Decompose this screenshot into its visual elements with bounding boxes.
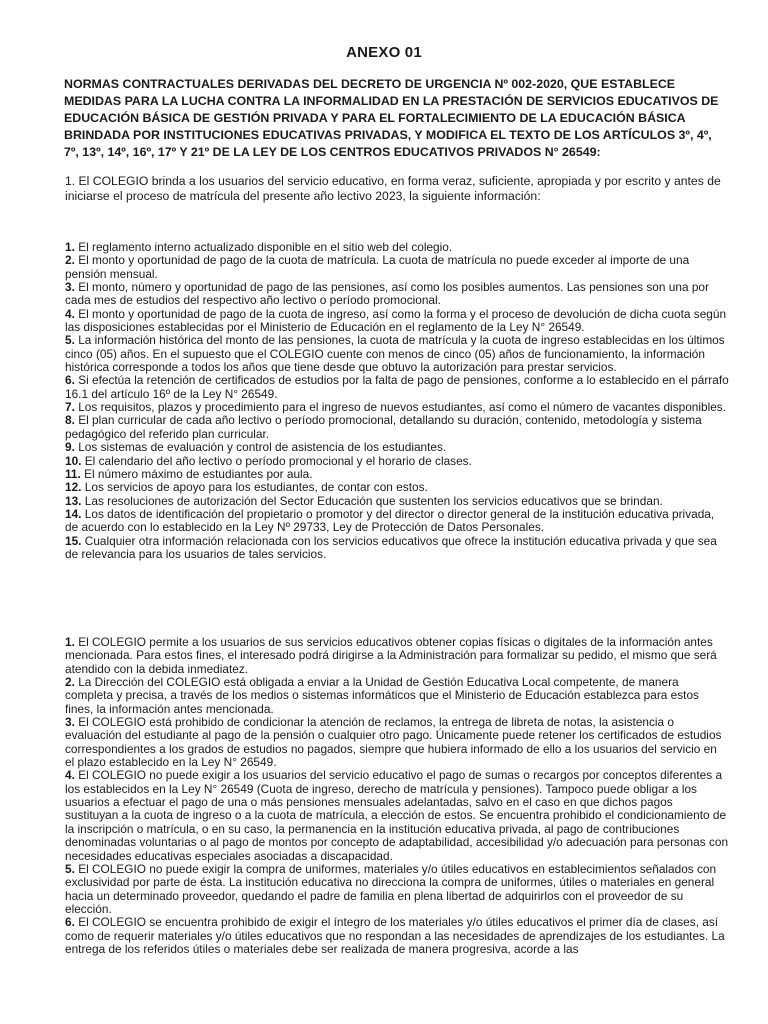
list-item-text: El monto y oportunidad de pago de la cuota de matrícula. La cuota de matrícula no puede exceder al importe de una pensión mensual. — [65, 253, 690, 281]
list-item-number: 8. — [65, 413, 75, 428]
list-item-number: 13. — [65, 493, 82, 508]
list-item-text: El reglamento interno actualizado disponible en el sitio web del colegio. — [78, 240, 453, 254]
list-item-text: Las resoluciones de autorización del Sector Educación que sustenten los servicios educativos que se brindan. — [84, 493, 663, 508]
list-item — [65, 916, 729, 956]
list-item-number: 3. — [65, 280, 75, 295]
list-item — [65, 455, 729, 468]
document-heading: NORMAS CONTRACTUALES DERIVADAS DEL DECRETO DE URGENCIA Nº 002-2020, QUE ESTABLECE MEDIDAS PARA LA LUCHA CONTRA LA INFORMALIDAD EN LA PRESTACIÓN DE SERVICIOS EDUCATIVOS DE EDUCACIÓN BÁSICA DE GESTIÓN PRIVADA Y PARA EL FORTALECIMIENTO DE LA EDUCACIÓN BÁSICA BRINDADA POR INSTITUCIONES EDUCATIVAS PRIVADAS, Y MODIFICA EL TEXTO DE LOS ARTÍCULOS 3º, 4º, 7º, 13º, 14º, 16º, 17º Y 21º DE LA LEY DE LOS CENTROS EDUCATIVOS PRIVADOS N° 26549: — [64, 77, 719, 159]
rules-list — [65, 636, 729, 956]
list-item-text: El COLEGIO no puede exigir a los usuarios del servicio educativo el pago de sumas o recargos por conceptos diferentes a los establecidos en la Ley N° 26549 (Cuota de ingreso, derecho de matrícula y pensiones). Tampoco puede obligar a los usuarios a efectuar el pago de una o más pensiones mensuales adelantadas, salvo en el caso en que dichos pagos sustituyan a la cuota de ingreso o a la cuota de matrícula, a elección de estos. Se encuentra prohibido el condicionamiento de la inscripción o matrícula, o en su caso, la permanencia en la institución educativa privada, al pago de contribuciones denominadas voluntarias o al pago de montos por concepto de adaptabilidad, accesibilidad y/o adecuación para personas con necesidades educativas especiales asociadas a discapacidad. — [65, 768, 729, 863]
list-item-number: 4. — [65, 306, 75, 321]
list-item-number: 9. — [65, 440, 75, 455]
list-item — [65, 374, 729, 401]
page-title: ANEXO 01 — [346, 44, 422, 61]
list-item-text: Cualquier otra información relacionada con los servicios educativos que ofrece la institución educativa privada y que sea de relevancia para los usuarios de tales servicios. — [65, 533, 717, 561]
list-item — [65, 863, 729, 916]
list-item-text: Los datos de identificación del propietario o promotor y del director o director general de la institución educativa privada, de acuerdo con lo establecido en la Ley Nº 29733, Ley de Protección de Datos Personales. — [65, 506, 715, 535]
list-item-number: 1. — [65, 240, 75, 254]
list-item — [65, 636, 729, 676]
list-item — [65, 241, 729, 254]
list-item-number: 15. — [65, 533, 82, 548]
list-item-text: El COLEGIO se encuentra prohibido de exigir el íntegro de los materiales y/o útiles educativos el primer día de clases, así como de requerir materiales y/o útiles educativos que no respondan a las necesidades de aprendizajes de los estudiantes. La entrega de los referidos útiles o materiales debe ser realizada de manera progresiva, acorde a las — [65, 915, 725, 956]
list-item-text: El calendario del año lectivo o período promocional y el horario de clases. — [84, 453, 472, 468]
list-item — [65, 769, 729, 862]
list-item-text: El plan curricular de cada año lectivo o período promocional, detallando su duración, contenido, metodología y sistema pedagógico del referido plan curricular. — [65, 413, 702, 441]
list-item-number: 7. — [65, 400, 75, 415]
list-item-number: 2. — [65, 253, 75, 268]
list-item-number: 2. — [65, 675, 75, 690]
list-item-number: 1. — [65, 635, 75, 649]
list-item — [65, 495, 729, 508]
list-item-text: Los requisitos, plazos y procedimiento para el ingreso de nuevos estudiantes, así como el número de vacantes disponibles. — [78, 400, 727, 415]
list-item — [65, 281, 729, 308]
list-item-text: Si efectúa la retención de certificados de estudios por la falta de pago de pensiones, conforme a lo establecido en el párrafo 16.1 del artículo 16º de la Ley N° 26549. — [65, 373, 729, 401]
list-item-number: 6. — [65, 373, 75, 388]
list-item-text: El número máximo de estudiantes por aula. — [84, 466, 313, 481]
list-item-text: El COLEGIO no puede exigir la compra de uniformes, materiales y/o útiles educativos en establecimientos señalados con exclusividad por parte de ésta. La institución educativa no direcciona la compra de uniformes, útiles o materiales en general hacia un determinado proveedor, quedando el padre de familia en plena libertad de adquirirlos con el proveedor de su elección. — [65, 861, 717, 916]
list-item — [65, 414, 729, 441]
information-list — [65, 241, 729, 561]
list-item — [65, 441, 729, 454]
list-item-number: 12. — [65, 480, 82, 495]
list-item — [65, 481, 729, 494]
list-item-text: La Dirección del COLEGIO está obligada a enviar a la Unidad de Gestión Educativa Local competente, de manera completa y precisa, a través de los medios o sistemas informáticos que el Ministerio de Educación establezca para estos fines, la información antes mencionada. — [65, 675, 699, 716]
list-item-text: El COLEGIO está prohibido de condicionar la atención de reclamos, la entrega de libreta de notas, la asistencia o evaluación del estudiante al pago de la pensión o cualquier otro pago. Únicamente puede retener los certificados de estudios correspondientes a los grados de estudios no pagados, siempre que hubiera informado de ello a los usuarios del servicio en el plazo establecido en la Ley N° 26549. — [65, 715, 722, 770]
list-item-number: 3. — [65, 715, 75, 730]
list-item-number: 4. — [65, 768, 75, 783]
list-item-number: 10. — [65, 453, 82, 468]
intro-paragraph: 1. El COLEGIO brinda a los usuarios del servicio educativo, en forma veraz, suficiente, apropiada y por escrito y antes de iniciarse el proceso de matrícula del presente año lectivo 2023, la siguiente información: — [65, 174, 721, 203]
list-item-number: 5. — [65, 861, 75, 876]
list-item — [65, 676, 729, 716]
list-item-text: La información histórica del monto de las pensiones, la cuota de matrícula y la cuota de ingreso establecidas en los últimos cinco (05) años. En el supuesto que el COLEGIO cuente con menos de cinco (05) años de funcionamiento, la información histórica corresponde a todos los años que tiene desde que obtuvo la autorización para prestar servicios. — [65, 333, 725, 375]
list-item-number: 5. — [65, 333, 75, 348]
list-item — [65, 508, 729, 535]
list-item-number: 14. — [65, 506, 82, 521]
list-item-text: El monto, número y oportunidad de pago de las pensiones, así como los posibles aumentos. Las pensiones son una por cada mes de estudios del respectivo año lectivo o período promocional. — [65, 280, 709, 308]
list-item — [65, 468, 729, 481]
list-item-text: Los sistemas de evaluación y control de asistencia de los estudiantes. — [78, 440, 447, 455]
list-item — [65, 334, 729, 374]
list-item-number: 11. — [65, 466, 81, 481]
list-item — [65, 716, 729, 769]
list-item-text: El monto y oportunidad de pago de la cuota de ingreso, así como la forma y el proceso de devolución de dicha cuota según las disposiciones establecidas por el Ministerio de Educación en el reglamento de la Ley N° 26549. — [65, 306, 727, 335]
list-item-number: 6. — [65, 915, 75, 930]
list-item — [65, 308, 729, 335]
list-item — [65, 254, 729, 281]
list-item-text: El COLEGIO permite a los usuarios de sus servicios educativos obtener copias físicas o digitales de la información antes mencionada. Para estos fines, el interesado podrá dirigirse a la Administración para formalizar su pedido, el mismo que será atendido con la debida inmediatez. — [65, 635, 717, 676]
list-item-text: Los servicios de apoyo para los estudiantes, de contar con estos. — [84, 480, 428, 495]
list-item — [65, 535, 729, 562]
list-item — [65, 401, 729, 414]
